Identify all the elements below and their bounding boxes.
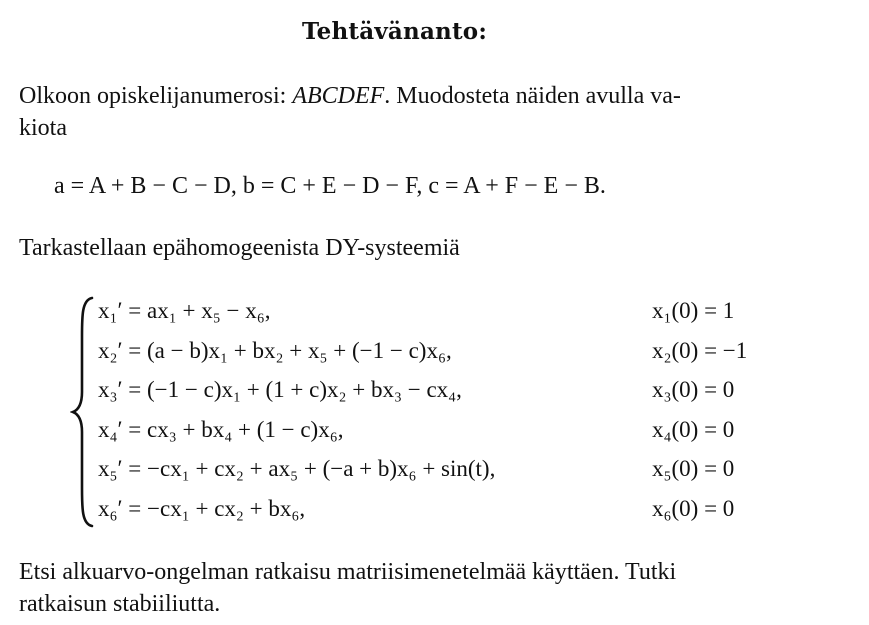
equation: x₃′ = (−1 − c)x₁ + (1 + c)x₂ + bx₃ − cx₄, bbox=[98, 377, 462, 402]
task-line1: Etsi alkuarvo-ongelman ratkaisu matriisimenetelmää käyttäen. Tutki bbox=[19, 559, 677, 585]
intro-text-after: . Muodosteta näiden avulla va- bbox=[384, 83, 681, 109]
initial-condition: x₆(0) = 0 bbox=[652, 495, 735, 521]
heading: Tehtävänanto: bbox=[302, 18, 488, 45]
system-intro-paragraph: Tarkastellaan epähomogeenista DY-systeemiä bbox=[19, 235, 460, 261]
initial-condition: x₅(0) = 0 bbox=[652, 456, 735, 481]
equation: x₂′ = (a − b)x₁ + bx₂ + x₅ + (−1 − c)x₆, bbox=[98, 337, 452, 363]
intro-text-line2: kiota bbox=[19, 115, 67, 141]
equation: x₁′ = ax₁ + x₅ − x₆, bbox=[98, 298, 271, 323]
constant-definitions: a = A + B − C − D, b = C + E − D − F, c = A + F − E − B. bbox=[54, 173, 606, 199]
intro-paragraph bbox=[19, 80, 849, 144]
task-line2: ratkaisun stabiiliutta. bbox=[19, 591, 221, 617]
equation: x₆′ = −cx₁ + cx₂ + bx₆, bbox=[98, 495, 306, 521]
equation: x₅′ = −cx₁ + cx₂ + ax₅ + (−a + b)x₆ + sin(t), bbox=[98, 456, 496, 481]
student-number-symbol: ABCDEF bbox=[292, 83, 385, 109]
task-paragraph bbox=[19, 556, 849, 620]
system-brace bbox=[70, 296, 98, 528]
initial-condition: x₂(0) = −1 bbox=[652, 337, 748, 363]
equation: x₄′ = cx₃ + bx₄ + (1 − c)x₆, bbox=[98, 416, 344, 442]
initial-condition: x₄(0) = 0 bbox=[652, 416, 735, 442]
initial-condition: x₃(0) = 0 bbox=[652, 377, 735, 402]
intro-text-before: Olkoon opiskelijanumerosi: bbox=[19, 83, 293, 109]
initial-condition: x₁(0) = 1 bbox=[652, 298, 735, 323]
